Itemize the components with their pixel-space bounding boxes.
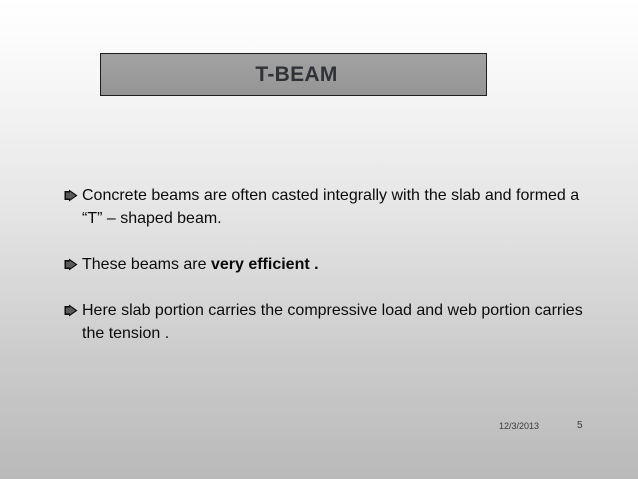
- arrow-bullet-icon: [64, 189, 78, 202]
- slide-title: T-BEAM: [255, 62, 338, 86]
- bullet-item: [64, 184, 604, 230]
- footer-date: 12/3/2013: [499, 421, 540, 431]
- bullet-list: [64, 184, 604, 345]
- bullet-text-bold: very efficient .: [210, 256, 319, 273]
- bullet-item: [64, 253, 604, 276]
- bullet-text: Concrete beams are often casted integrally with the slab and formed a “T” – shaped beam.: [82, 187, 580, 227]
- slide-number: 5: [577, 420, 583, 431]
- arrow-bullet-icon: [64, 304, 78, 317]
- title-box: [100, 53, 487, 96]
- bullet-text: Here slab portion carries the compressive load and web portion carries the tension .: [82, 302, 583, 342]
- bullet-item: [64, 299, 604, 345]
- arrow-bullet-icon: [64, 258, 78, 271]
- bullet-text: These beams are: [82, 256, 211, 273]
